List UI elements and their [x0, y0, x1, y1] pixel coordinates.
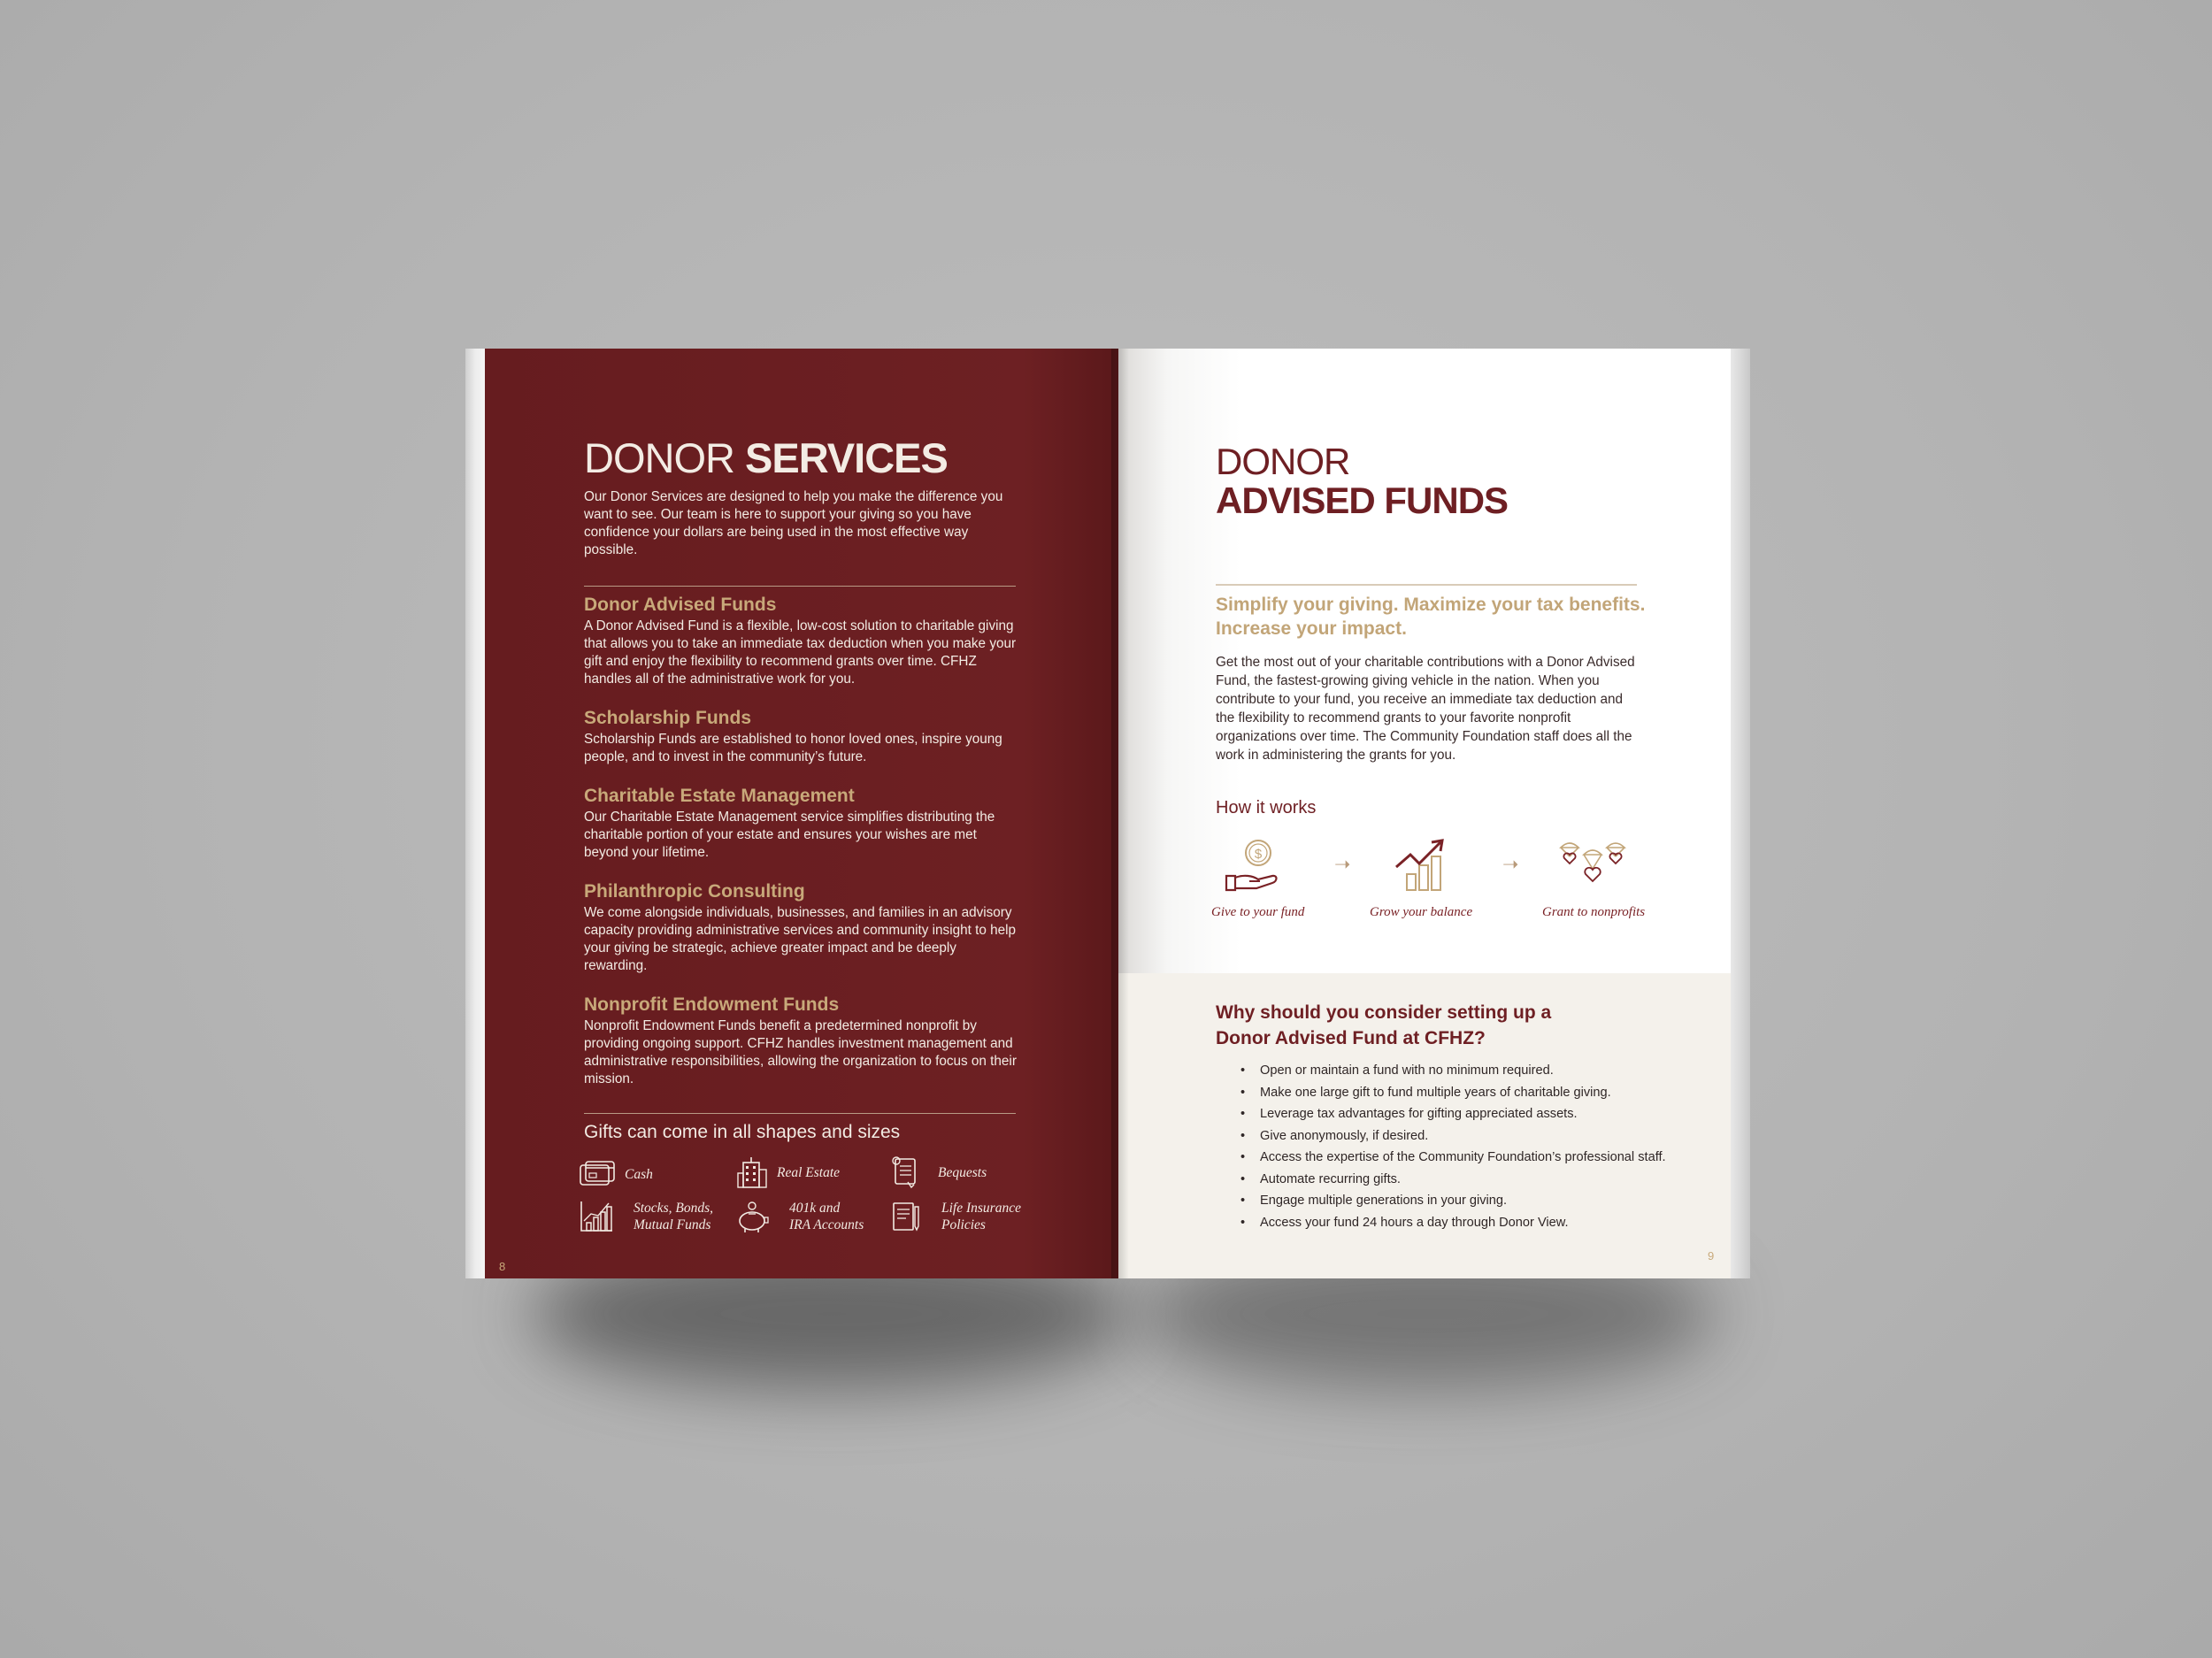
list-item: • Make one large gift to fund multiple years of charitable giving.	[1260, 1082, 1666, 1104]
how-it-works-heading: How it works	[1216, 798, 1317, 817]
arrow-right-icon: ➝	[1334, 853, 1351, 875]
subheading: Simplify your giving. Maximize your tax benefits. Increase your impact.	[1216, 595, 1646, 639]
gift-label-line1: 401k and	[789, 1201, 841, 1216]
arrow-right-icon: ➝	[1502, 853, 1519, 875]
bar-chart-icon	[579, 1200, 614, 1233]
section-body-philanthropic-consulting: We come alongside individuals, businesses, and families in an advisory capacity providing administrative services and community insight to help your giving be strategic, achieve greater impact and be deeply rewarding.	[584, 905, 1017, 973]
page-title-donor: DONOR	[1216, 441, 1350, 482]
gifts-heading: Gifts can come in all shapes and sizes	[584, 1122, 901, 1142]
section-heading-nonprofit-endowment: Nonprofit Endowment Funds	[584, 994, 840, 1015]
credit-card-icon	[579, 1159, 616, 1189]
policy-document-icon	[890, 1200, 922, 1233]
section-heading-scholarship-funds: Scholarship Funds	[584, 708, 752, 728]
svg-text:$: $	[1254, 847, 1263, 862]
section-body-charitable-estate: Our Charitable Estate Management service simplifies distributing the charitable portion of your estate and ensures your wishes are met beyond your lifetime.	[584, 810, 995, 860]
gift-label-line2: IRA Accounts	[789, 1217, 864, 1232]
step-label-give: Give to your fund	[1211, 905, 1305, 919]
spine-shadow	[1111, 349, 1129, 1278]
growth-chart-icon	[1393, 837, 1453, 894]
page-title-donor-services: DONOR SERVICES	[584, 434, 948, 481]
section-body-scholarship-funds: Scholarship Funds are established to honor loved ones, inspire young people, and to invest in the community’s future.	[584, 732, 1002, 764]
gift-item-life-insurance	[890, 1200, 1021, 1233]
gift-item-401k	[736, 1200, 864, 1233]
why-list	[1260, 1060, 1666, 1233]
list-item: • Open or maintain a fund with no minimum required.	[1260, 1060, 1666, 1082]
page-number: 8	[499, 1260, 506, 1273]
list-item: • Access the expertise of the Community Foundation’s professional staff.	[1260, 1147, 1666, 1169]
list-item: • Access your fund 24 hours a day through Donor View.	[1260, 1212, 1666, 1234]
list-item: • Engage multiple generations in your giving.	[1260, 1190, 1666, 1212]
brochure-spread	[465, 349, 1750, 1278]
list-item: • Give anonymously, if desired.	[1260, 1125, 1666, 1148]
section-body-donor-advised-funds: A Donor Advised Fund is a flexible, low-cost solution to charitable giving that allows you to take an immediate tax deduction when you make your gift and enjoy the flexibility to recommend grants over time. CFHZ handles all of the administrative work for you.	[584, 618, 1017, 687]
gift-label: Cash	[625, 1166, 653, 1182]
intro-paragraph: Our Donor Services are designed to help you make the difference you want to see. Our team is here to support your giving so you have confidence your dollars are being used in the most effective way possible.	[584, 489, 1003, 557]
page-title-advised-funds: ADVISED FUNDS	[1216, 480, 1509, 521]
gift-label	[625, 1200, 713, 1233]
step-label-grant: Grant to nonprofits	[1542, 905, 1646, 919]
why-heading: Why should you consider setting up a Donor Advised Fund at CFHZ?	[1216, 1002, 1552, 1048]
body-paragraph: Get the most out of your charitable contributions with a Donor Advised Fund, the fastest-growing giving vehicle in the nation. When you contribute to your fund, you receive an immediate tax deduction and the flexibility to recommend grants to your favorite nonprofit organizations over time. The Community Foundation staff does all the work in administering the grants for you.	[1216, 655, 1635, 763]
gift-label-line1: Stocks, Bonds,	[634, 1201, 713, 1216]
gift-item-real-estate	[736, 1155, 840, 1189]
gift-item-stocks	[579, 1200, 713, 1233]
gift-label: Real Estate	[777, 1164, 841, 1180]
section-body-nonprofit-endowment: Nonprofit Endowment Funds benefit a predetermined nonprofit by providing ongoing support. CFHZ handles investment management and administrative responsibilities, allowing the organization to focus on their mission.	[584, 1018, 1017, 1086]
section-heading-donor-advised-funds: Donor Advised Funds	[584, 595, 777, 615]
divider	[1216, 584, 1637, 586]
gift-label-line2: Policies	[941, 1217, 986, 1232]
gift-item-bequests	[890, 1155, 987, 1189]
left-page	[485, 349, 1118, 1278]
building-icon	[736, 1155, 768, 1189]
hand-coin-icon	[1223, 837, 1285, 894]
document-scroll-icon	[890, 1155, 922, 1189]
page-edge-right	[1731, 349, 1750, 1278]
divider	[584, 586, 1016, 587]
list-item: • Leverage tax advantages for gifting appreciated assets.	[1260, 1103, 1666, 1125]
page-number: 9	[1708, 1249, 1715, 1263]
gift-item-cash	[579, 1159, 653, 1189]
piggy-bank-icon	[736, 1200, 770, 1233]
heart-parachutes-icon	[1557, 837, 1628, 897]
list-item: • Automate recurring gifts.	[1260, 1169, 1666, 1191]
gift-label	[933, 1200, 1021, 1233]
step-label-grow: Grow your balance	[1370, 905, 1473, 919]
divider	[584, 1113, 1016, 1114]
gift-label-line1: Life Insurance	[941, 1201, 1021, 1216]
section-heading-charitable-estate: Charitable Estate Management	[584, 786, 855, 806]
gift-label: Bequests	[938, 1164, 987, 1180]
gift-label-line2: Mutual Funds	[634, 1217, 711, 1232]
page-edge-left	[465, 349, 485, 1278]
section-heading-philanthropic-consulting: Philanthropic Consulting	[584, 881, 805, 902]
gift-label	[780, 1200, 864, 1233]
